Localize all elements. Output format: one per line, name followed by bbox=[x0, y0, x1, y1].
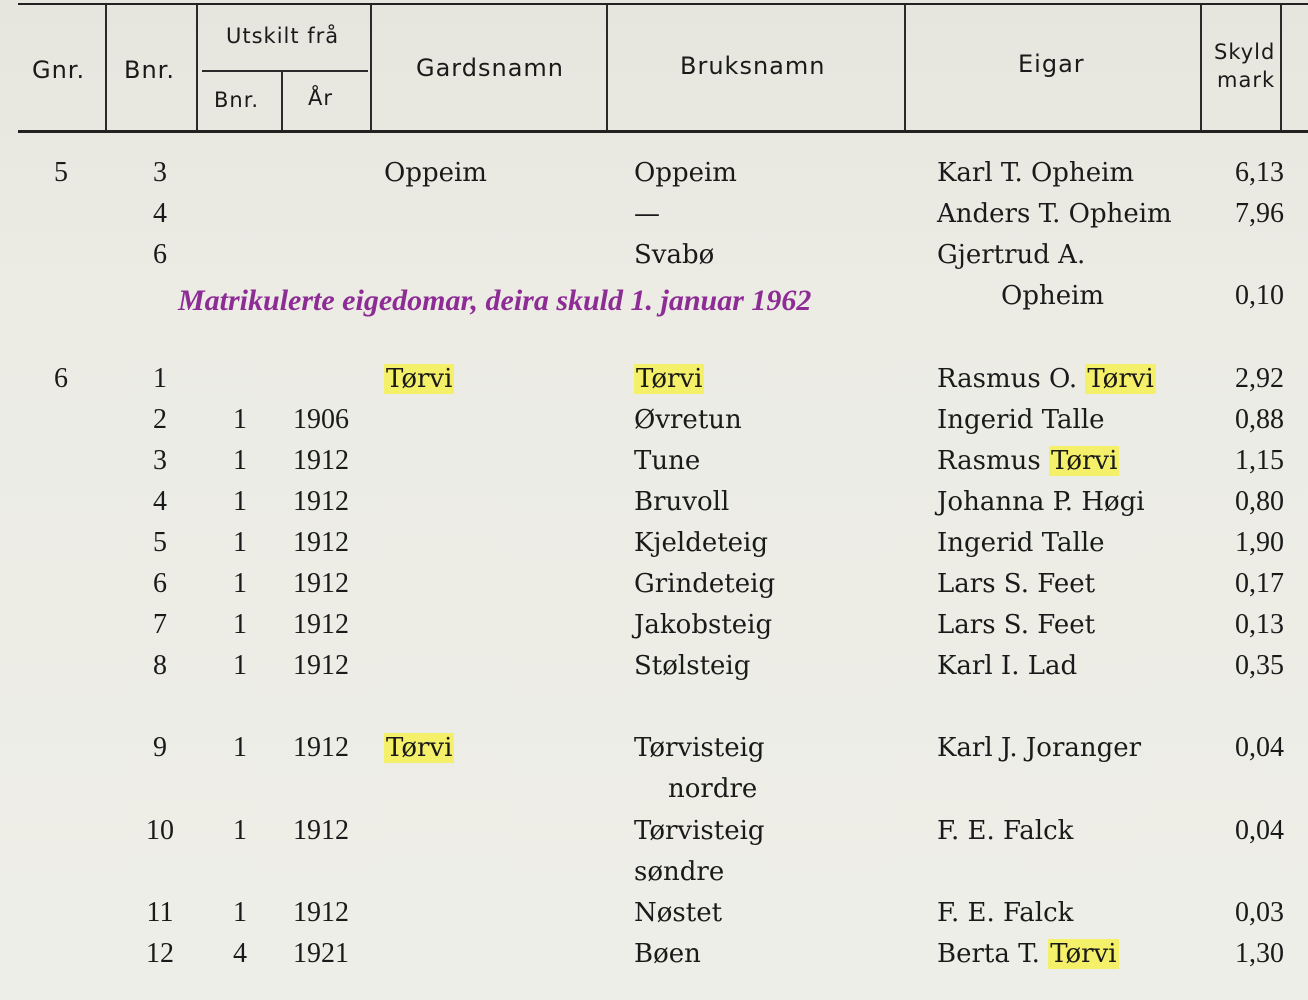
cell-skyld: 0,35 bbox=[1235, 650, 1284, 681]
header-gardsnamn: Gardsnamn bbox=[416, 54, 564, 82]
column-divider bbox=[904, 5, 906, 130]
header-utskilt-ar: År bbox=[308, 86, 333, 110]
cell-bruksnamn: søndre bbox=[634, 857, 725, 887]
cell-bnr: 11 bbox=[146, 897, 174, 928]
cell-eigar: F. E. Falck bbox=[937, 816, 1074, 846]
column-divider bbox=[1280, 5, 1282, 130]
cell-ubnr: 1 bbox=[233, 897, 247, 928]
cell-skyld: 0,17 bbox=[1235, 568, 1284, 599]
cell-skyld: 0,04 bbox=[1235, 732, 1284, 763]
cell-eigar bbox=[937, 939, 1119, 969]
utskilt-sub-rule bbox=[202, 70, 368, 72]
cell-skyld: 0,04 bbox=[1235, 815, 1284, 846]
eigar-name: Berta T. bbox=[937, 939, 1049, 969]
cell-bruksnamn: Jakobsteig bbox=[634, 610, 773, 640]
cell-eigar bbox=[937, 364, 1156, 394]
eigar-name: Rasmus O. bbox=[937, 364, 1086, 394]
cell-eigar: Karl I. Lad bbox=[937, 651, 1078, 681]
cell-bruksnamn bbox=[634, 364, 704, 394]
highlighted-name: Tørvi bbox=[1051, 446, 1118, 476]
cell-ubnr: 1 bbox=[233, 445, 247, 476]
cell-bruksnamn: Oppeim bbox=[634, 158, 737, 188]
cell-ubnr: 1 bbox=[233, 732, 247, 763]
header-mark: mark bbox=[1217, 68, 1276, 92]
cell-ar: 1912 bbox=[293, 445, 349, 476]
cell-ar: 1912 bbox=[293, 897, 349, 928]
cell-gnr: 5 bbox=[54, 157, 68, 188]
cell-bnr: 1 bbox=[153, 363, 167, 394]
column-divider bbox=[105, 5, 107, 130]
cell-bruksnamn: Svabø bbox=[634, 240, 715, 270]
column-divider bbox=[370, 5, 372, 130]
cell-bnr: 8 bbox=[153, 650, 167, 681]
cell-bnr: 5 bbox=[153, 527, 167, 558]
cell-bruksnamn: Øvretun bbox=[634, 405, 742, 435]
cell-ubnr: 1 bbox=[233, 404, 247, 435]
cell-bruksnamn: Tune bbox=[634, 446, 701, 476]
cell-bruksnamn: — bbox=[634, 199, 660, 229]
cell-ubnr: 1 bbox=[233, 486, 247, 517]
cell-skyld: 0,10 bbox=[1235, 280, 1284, 311]
cell-bnr: 3 bbox=[153, 445, 167, 476]
cell-eigar: Gjertrud A. bbox=[937, 240, 1086, 270]
cell-gardsnamn bbox=[384, 733, 454, 763]
header-eigar: Eigar bbox=[1018, 50, 1085, 78]
cell-bruksnamn: Tørvisteig bbox=[634, 816, 765, 846]
cell-ar: 1921 bbox=[293, 938, 349, 969]
cell-skyld: 0,80 bbox=[1235, 486, 1284, 517]
cell-eigar bbox=[937, 446, 1119, 476]
cell-bnr: 7 bbox=[153, 609, 167, 640]
header-utskilt: Utskilt frå bbox=[226, 24, 340, 48]
column-divider bbox=[281, 72, 283, 130]
cell-skyld: 7,96 bbox=[1235, 198, 1284, 229]
cell-ubnr: 1 bbox=[233, 527, 247, 558]
cell-eigar: Johanna P. Høgi bbox=[937, 487, 1145, 517]
cell-eigar: Lars S. Feet bbox=[937, 569, 1096, 599]
cell-skyld: 0,13 bbox=[1235, 609, 1284, 640]
cell-bnr: 4 bbox=[153, 486, 167, 517]
cell-skyld: 2,92 bbox=[1235, 363, 1284, 394]
highlighted-name: Tørvi bbox=[1050, 939, 1117, 969]
cell-eigar: Lars S. Feet bbox=[937, 610, 1096, 640]
cell-ar: 1912 bbox=[293, 732, 349, 763]
cell-bruksnamn: Kjeldeteig bbox=[634, 528, 769, 558]
cell-ar: 1912 bbox=[293, 609, 349, 640]
header-bruksnamn: Bruksnamn bbox=[680, 52, 826, 80]
cell-bnr: 6 bbox=[153, 568, 167, 599]
cell-ubnr: 4 bbox=[233, 938, 247, 969]
header-gnr: Gnr. bbox=[32, 56, 86, 84]
cell-bruksnamn: Bruvoll bbox=[634, 487, 730, 517]
top-rule bbox=[18, 3, 1308, 5]
cell-ar: 1912 bbox=[293, 815, 349, 846]
highlighted-name: Tørvi bbox=[386, 733, 453, 763]
cell-ar: 1912 bbox=[293, 486, 349, 517]
cell-bnr: 12 bbox=[146, 938, 174, 969]
highlighted-name: Tørvi bbox=[1087, 364, 1154, 394]
cell-eigar: Karl J. Joranger bbox=[937, 733, 1142, 763]
overlay-caption: Matrikulerte eigedomar, deira skuld 1. januar 1962 bbox=[178, 284, 812, 317]
cell-skyld: 1,15 bbox=[1235, 445, 1284, 476]
cell-skyld: 6,13 bbox=[1235, 157, 1284, 188]
cell-gnr: 6 bbox=[54, 363, 68, 394]
cell-skyld: 0,88 bbox=[1235, 404, 1284, 435]
cell-ar: 1906 bbox=[293, 404, 349, 435]
cell-bruksnamn: Tørvisteig bbox=[634, 733, 765, 763]
cell-eigar: F. E. Falck bbox=[937, 898, 1074, 928]
cell-bruksnamn: Grindeteig bbox=[634, 569, 776, 599]
cell-eigar: Ingerid Talle bbox=[937, 405, 1105, 435]
cell-ar: 1912 bbox=[293, 527, 349, 558]
cell-skyld: 0,03 bbox=[1235, 897, 1284, 928]
header-bnr: Bnr. bbox=[124, 56, 175, 84]
header-bottom-rule bbox=[18, 130, 1308, 133]
cell-eigar: Opheim bbox=[1001, 281, 1105, 311]
cell-ubnr: 1 bbox=[233, 650, 247, 681]
column-divider bbox=[196, 5, 198, 130]
header-utskilt-bnr: Bnr. bbox=[214, 88, 260, 112]
cell-gardsnamn: Oppeim bbox=[384, 158, 487, 188]
cell-eigar: Anders T. Opheim bbox=[937, 199, 1172, 229]
cell-ar: 1912 bbox=[293, 650, 349, 681]
cell-bnr: 9 bbox=[153, 732, 167, 763]
cell-bnr: 6 bbox=[153, 239, 167, 270]
cell-bnr: 3 bbox=[153, 157, 167, 188]
cell-bruksnamn: Bøen bbox=[634, 939, 701, 969]
eigar-name: Rasmus bbox=[937, 446, 1050, 476]
cell-eigar: Karl T. Opheim bbox=[937, 158, 1135, 188]
cell-bruksnamn: Nøstet bbox=[634, 898, 723, 928]
cell-skyld: 1,90 bbox=[1235, 527, 1284, 558]
cell-ubnr: 1 bbox=[233, 815, 247, 846]
cell-gardsnamn bbox=[384, 364, 454, 394]
cell-ubnr: 1 bbox=[233, 568, 247, 599]
cell-ubnr: 1 bbox=[233, 609, 247, 640]
cell-skyld: 1,30 bbox=[1235, 938, 1284, 969]
cell-bruksnamn: Stølsteig bbox=[634, 651, 751, 681]
column-divider bbox=[1200, 5, 1202, 130]
cell-bnr: 4 bbox=[153, 198, 167, 229]
cell-bnr: 2 bbox=[153, 404, 167, 435]
cell-ar: 1912 bbox=[293, 568, 349, 599]
highlighted-name: Tørvi bbox=[636, 364, 703, 394]
cell-bnr: 10 bbox=[146, 815, 174, 846]
header-skyld: Skyld bbox=[1214, 40, 1276, 64]
highlighted-name: Tørvi bbox=[386, 364, 453, 394]
cell-eigar: Ingerid Talle bbox=[937, 528, 1105, 558]
column-divider bbox=[606, 5, 608, 130]
cell-bruksnamn: nordre bbox=[668, 774, 758, 804]
